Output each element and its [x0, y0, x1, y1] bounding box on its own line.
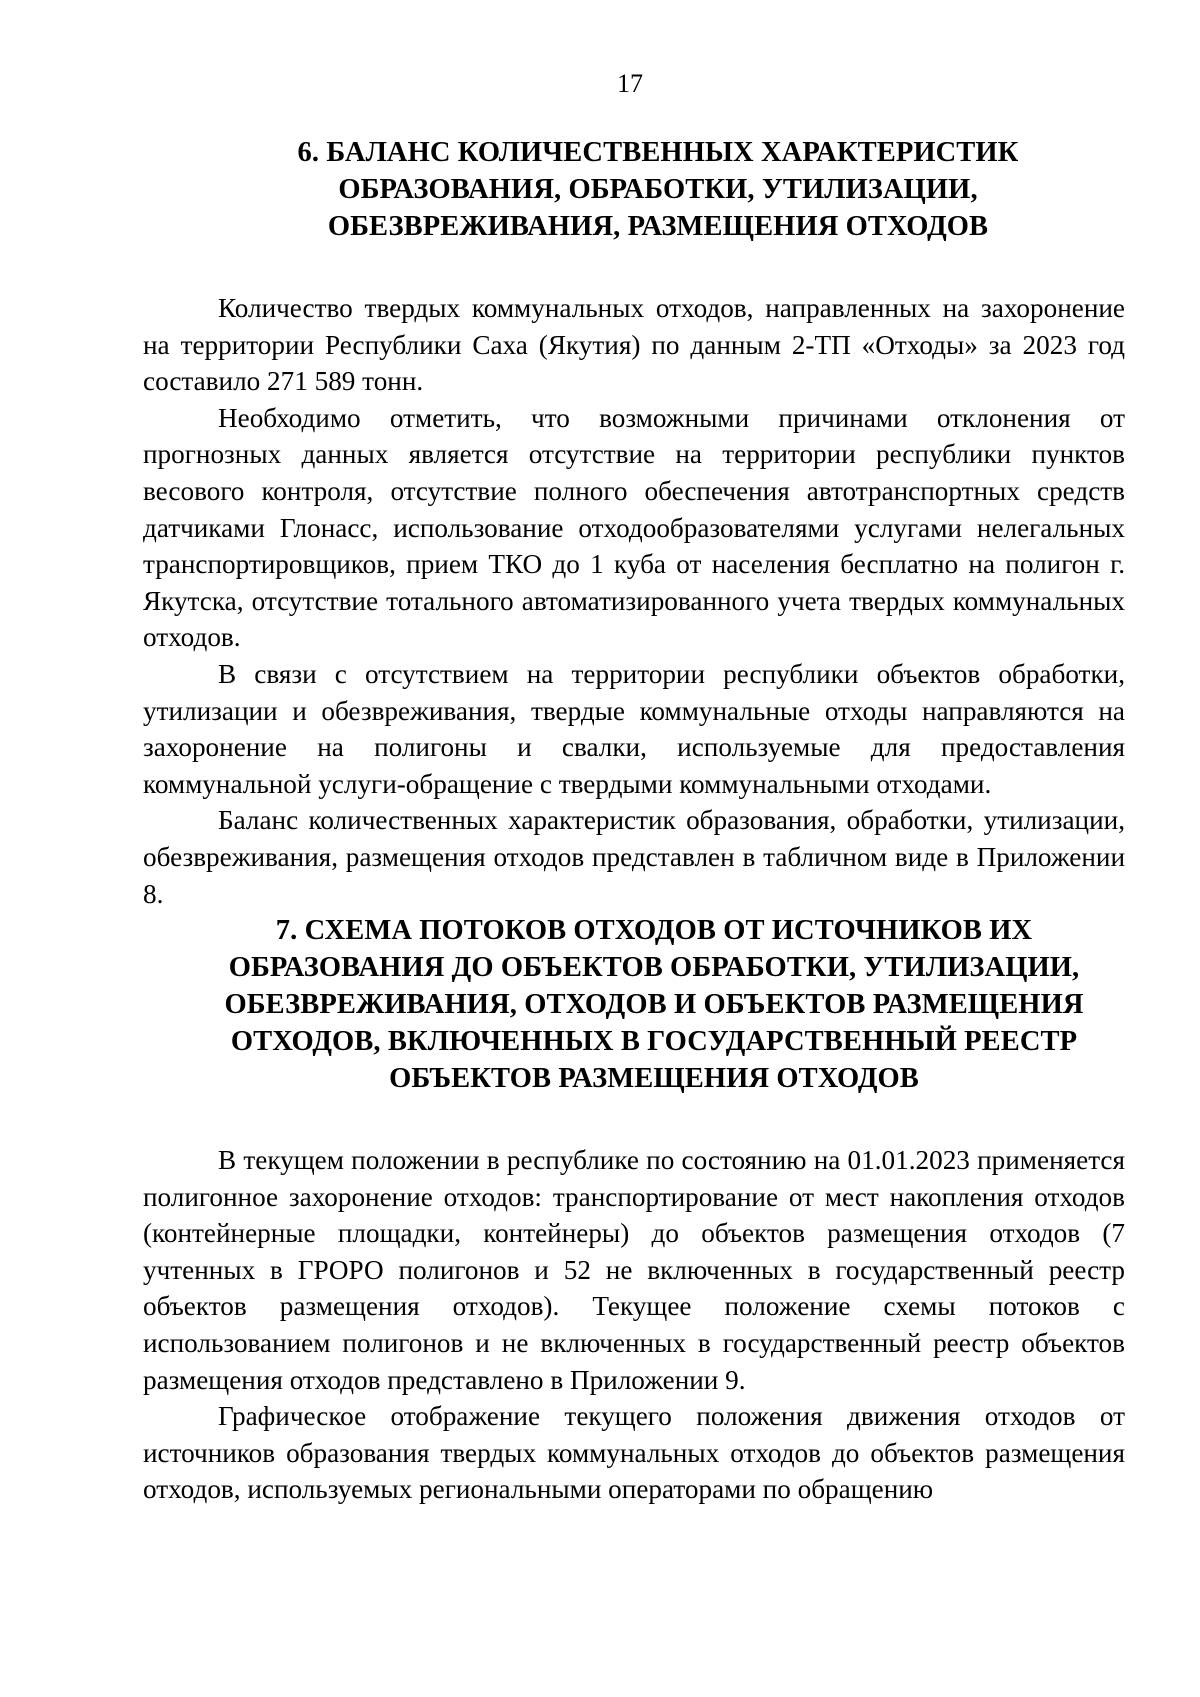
section-7-paragraph: Графическое отображение текущего положения движения отходов от источников образования твердых коммунальных отходов до объектов размещения отходов, используемых региональными операторами по обращению: [143, 1401, 1125, 1505]
page-number: 17: [617, 69, 643, 98]
section-7-heading-line: ОБРАЗОВАНИЯ ДО ОБЪЕКТОВ ОБРАБОТКИ, УТИЛИЗАЦИИ,: [228, 952, 1080, 984]
section-7-heading-line: 7. СХЕМА ПОТОКОВ ОТХОДОВ ОТ ИСТОЧНИКОВ ИХ: [275, 915, 1033, 947]
section-6-paragraph: Количество твердых коммунальных отходов, направленных на захоронение на территории Республики Саха (Якутия) по данным 2-ТП «Отходы» за 2023 год составило 271 589 тонн.: [143, 293, 1125, 397]
section-6-paragraph: В связи с отсутствием на территории республики объектов обработки, утилизации и обезвреживания, твердые коммунальные отходы направляются на захоронение на полигоны и свалки, используемые для предоставления коммунальной услуги-обращение с твердыми коммунальными отходами.: [143, 658, 1125, 799]
document-body: [143, 134, 1125, 1508]
section-6-heading-line: ОБРАЗОВАНИЯ, ОБРАБОТКИ, УТИЛИЗАЦИИ,: [338, 174, 978, 205]
section-6-heading-line: ОБЕЗВРЕЖИВАНИЯ, РАЗМЕЩЕНИЯ ОТХОДОВ: [327, 211, 989, 242]
section-6-paragraph: Баланс количественных характеристик образования, обработки, утилизации, обезвреживания, размещения отходов представлен в табличном виде в Приложении 8.: [143, 805, 1125, 909]
section-7-paragraph: В текущем положении в республике по состоянию на 01.01.2023 применяется полигонное захоронение отходов: транспортирование от мест накопления отходов (контейнерные площадки, контейнеры) до объектов размещения отходов (7 учтенных в ГРОРО полигонов и 52 не включенных в государственный реестр объектов размещения отходов). Текущее положение схемы потоков с использованием полигонов и не включенных в государственный реестр объектов размещения отходов представлено в Приложении 9.: [143, 1145, 1125, 1395]
section-6-heading-line: 6. БАЛАНС КОЛИЧЕСТВЕННЫХ ХАРАКТЕРИСТИК: [297, 137, 1019, 168]
section-7-heading-line: ОБЪЕКТОВ РАЗМЕЩЕНИЯ ОТХОДОВ: [389, 1063, 919, 1095]
section-7-heading-line: ОБЕЗВРЕЖИВАНИЯ, ОТХОДОВ И ОБЪЕКТОВ РАЗМЕЩЕНИЯ: [224, 989, 1084, 1021]
section-7-heading: [183, 912, 1125, 1097]
section-7-heading-line: ОТХОДОВ, ВКЛЮЧЕННЫХ В ГОСУДАРСТВЕННЫЙ РЕЕСТР: [230, 1026, 1078, 1058]
section-6-heading: [191, 134, 1125, 245]
section-6-paragraph: Необходимо отметить, что возможными причинами отклонения от прогнозных данных является отсутствие на территории республики пунктов весового контроля, отсутствие полного обеспечения автотранспортных средств датчиками Глонасс, использование отходообразователями услугами нелегальных транспортировщиков, прием ТКО до 1 куба от населения бесплатно на полигон г. Якутска, отсутствие тотального автоматизированного учета твердых коммунальных отходов.: [143, 402, 1125, 653]
